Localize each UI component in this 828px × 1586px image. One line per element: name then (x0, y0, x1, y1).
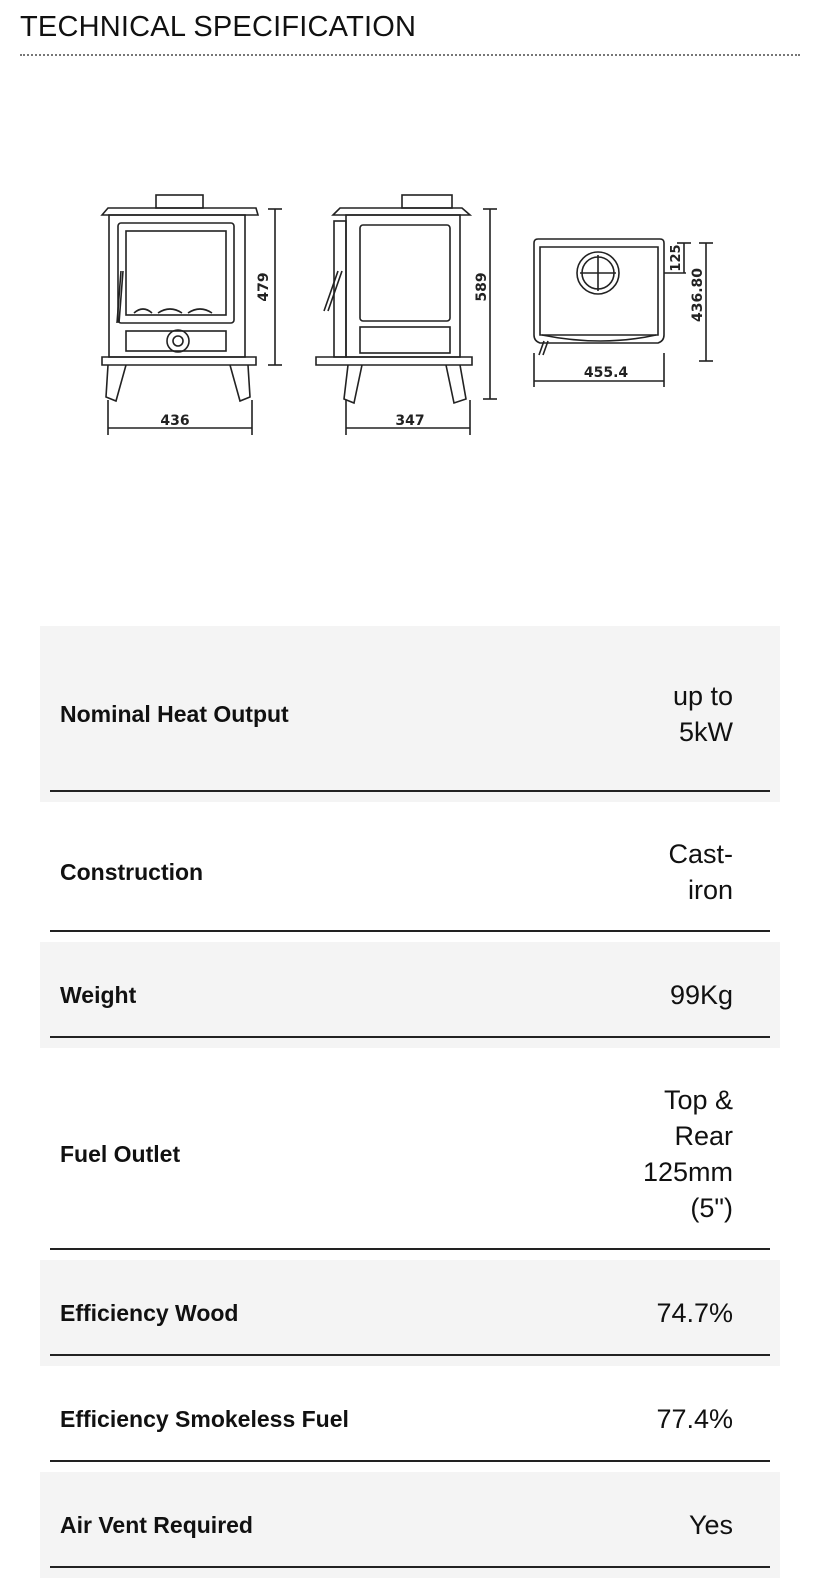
dotted-divider (20, 54, 800, 56)
spec-label: Air Vent Required (60, 1511, 253, 1538)
front-height-label: 479 (256, 272, 272, 302)
spec-row-weight (40, 942, 780, 1048)
spec-row-efficiency-wood (40, 1260, 780, 1366)
spec-value: up to 5kW (672, 681, 733, 747)
spec-label: Weight (60, 981, 137, 1008)
side-view (316, 195, 497, 435)
spec-value: 99Kg (669, 980, 733, 1010)
spec-row-air-vent (40, 1472, 780, 1578)
spec-row-efficiency-smokeless (40, 1366, 780, 1472)
spec-value: Top & Rear 125mm (5") (642, 1085, 733, 1223)
spec-header (20, 8, 800, 56)
stove-dimension-drawing (90, 185, 730, 445)
top-width-label: 455.4 (583, 365, 629, 381)
spec-label: Efficiency Smokeless Fuel (60, 1405, 349, 1432)
spec-row-construction (40, 802, 780, 942)
spec-row-heat-output (40, 626, 780, 802)
top-depth-label: 436.80 (690, 267, 706, 323)
spec-label: Construction (60, 858, 204, 885)
spec-row-fuel-outlet (40, 1048, 780, 1260)
spec-label: Fuel Outlet (60, 1140, 181, 1167)
front-view (102, 195, 282, 435)
spec-label: Nominal Heat Output (60, 700, 289, 727)
page-title: TECHNICAL SPECIFICATION (20, 11, 417, 43)
spec-label: Efficiency Wood (60, 1299, 239, 1326)
spec-value: 74.7% (656, 1298, 733, 1328)
spec-table (40, 626, 780, 1578)
side-depth-label: 347 (395, 413, 425, 429)
spec-value: Yes (688, 1510, 733, 1540)
spec-value: Cast-iron (668, 839, 733, 905)
spec-value: 77.4% (656, 1404, 733, 1434)
front-width-label: 436 (160, 413, 190, 429)
side-height-label: 589 (474, 272, 490, 302)
flue-diameter-label: 125 (669, 244, 684, 272)
